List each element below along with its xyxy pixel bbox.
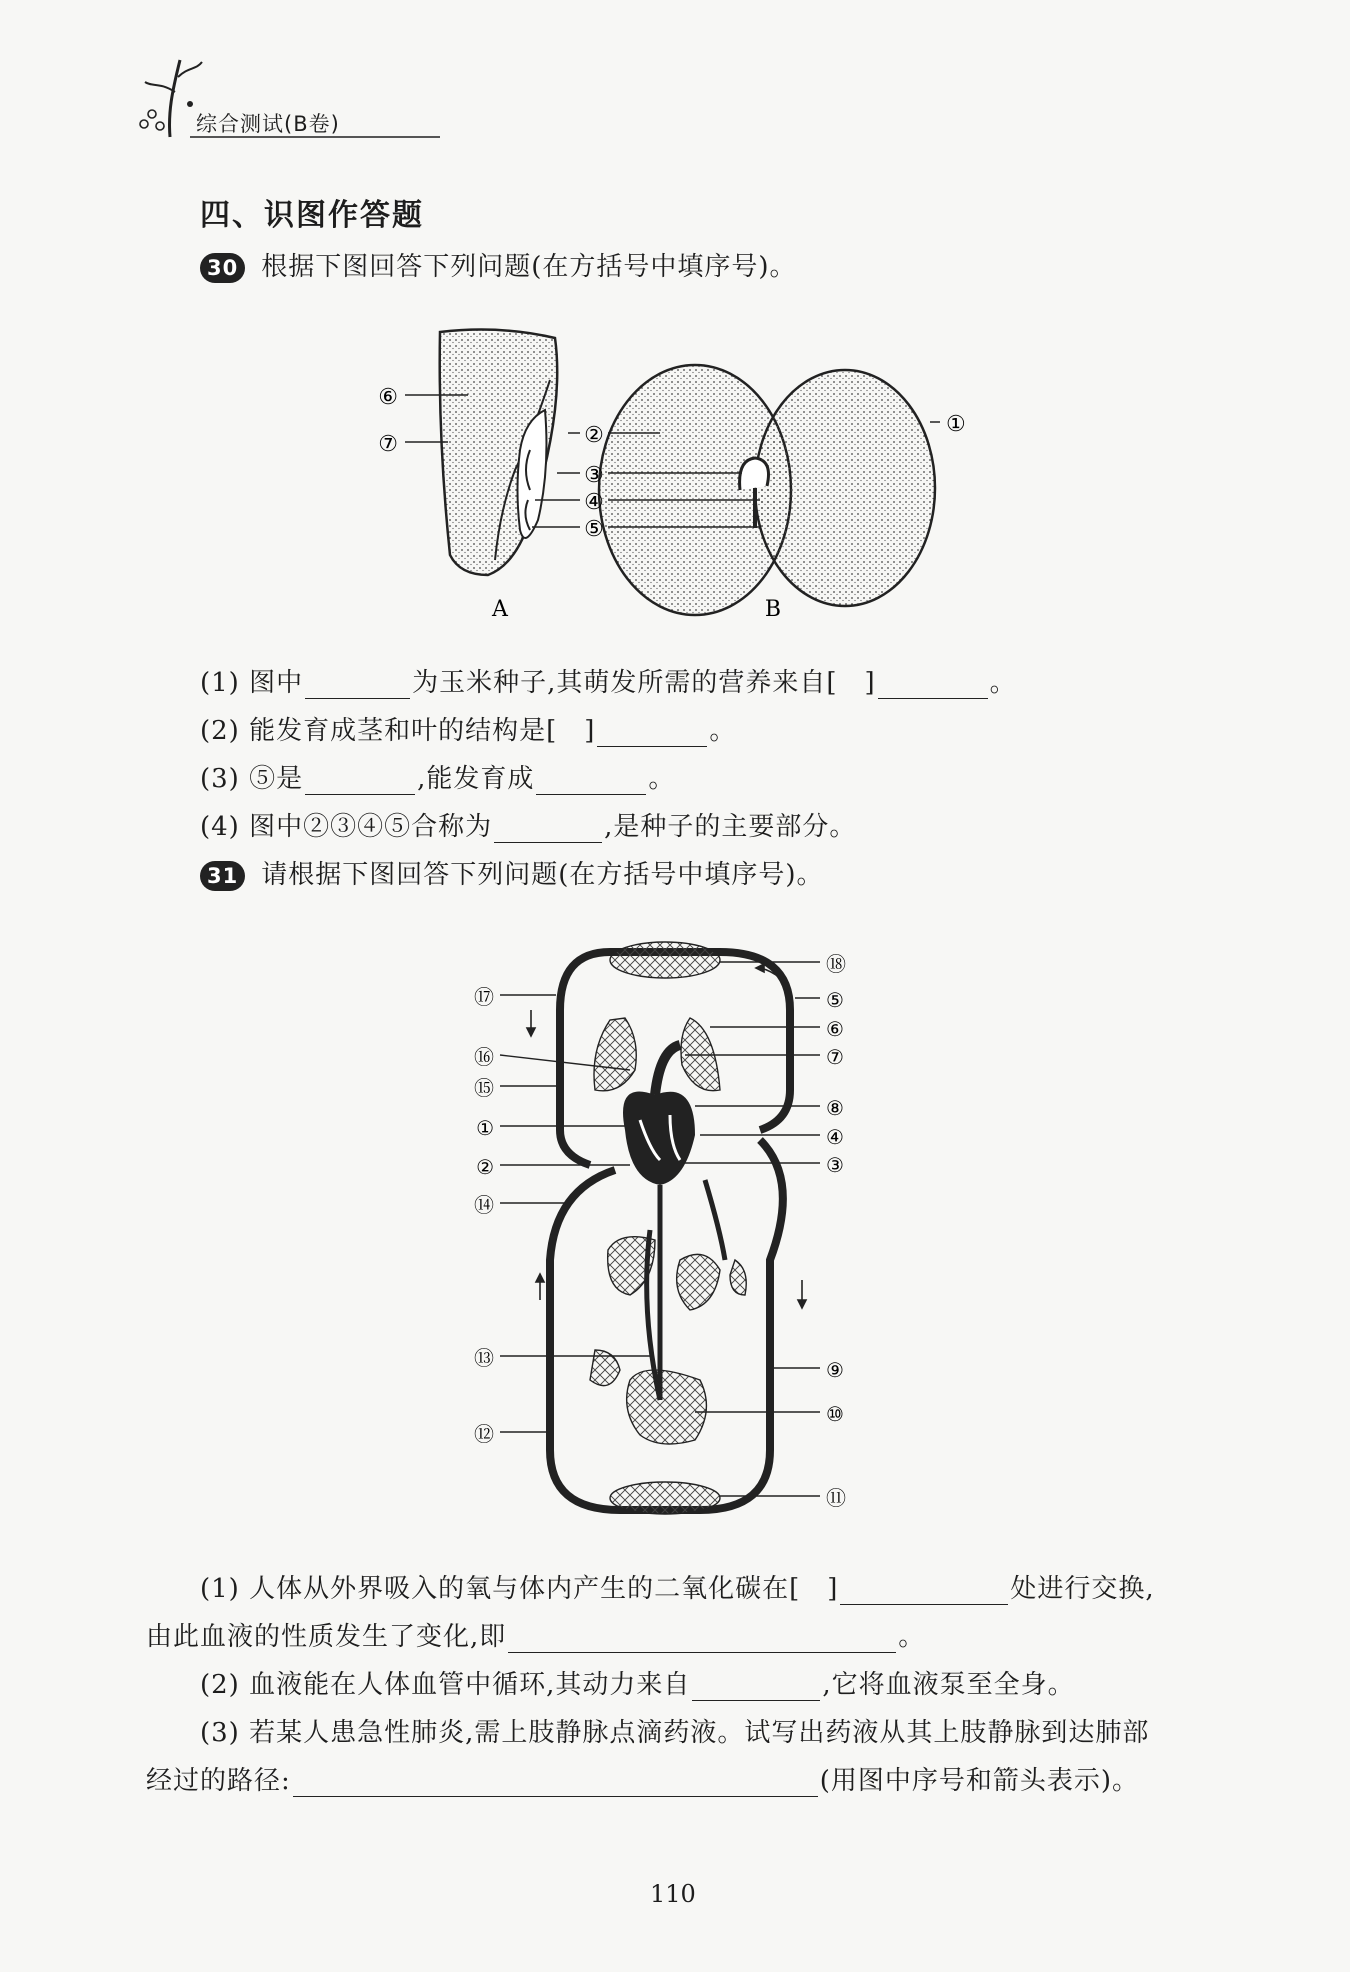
q30-item-3: (3) ⑤是 ,能发育成 。: [200, 764, 676, 794]
circ-label-4: ④: [826, 1125, 844, 1149]
circ-label-10: ⑩: [826, 1402, 844, 1426]
circulation-diagram: [470, 930, 880, 1530]
circ-label-9: ⑨: [826, 1358, 844, 1382]
circ-label-14: ⑭: [474, 1193, 494, 1217]
circ-label-3: ③: [826, 1153, 844, 1177]
page-number: 110: [650, 1880, 696, 1908]
seed-label-7: ⑦: [378, 432, 398, 457]
seed-label-6: ⑥: [378, 385, 398, 410]
answer-blank[interactable]: [494, 816, 602, 843]
q30-item-4: (4) 图中②③④⑤合称为 ,是种子的主要部分。: [200, 812, 857, 842]
circ-label-17: ⑰: [474, 985, 494, 1009]
answer-blank[interactable]: [508, 1626, 896, 1653]
circ-label-13: ⑬: [474, 1346, 494, 1370]
question-31-text: 请根据下图回答下列问题(在方括号中填序号)。: [261, 860, 824, 890]
circ-label-12: ⑫: [474, 1422, 494, 1446]
q30-item-1: (1) 图中 为玉米种子,其萌发所需的营养来自[ ] 。: [200, 668, 1017, 698]
header-divider: [190, 136, 440, 138]
seed-label-1: ①: [946, 412, 966, 437]
answer-blank[interactable]: [536, 768, 646, 795]
seed-label-5: ⑤: [584, 517, 604, 542]
circ-label-16: ⑯: [474, 1045, 494, 1069]
q30-item-2: (2) 能发育成茎和叶的结构是[ ] 。: [200, 716, 737, 746]
circ-label-6: ⑥: [826, 1017, 844, 1041]
q31-item-2: (2) 血液能在人体血管中循环,其动力来自 ,它将血液泵至全身。: [200, 1670, 1075, 1700]
section-title: 四、识图作答题: [200, 198, 424, 233]
question-30-prompt: [200, 246, 797, 283]
answer-blank[interactable]: [692, 1674, 820, 1701]
circ-label-7: ⑦: [826, 1045, 844, 1069]
seed-caption-b: B: [764, 597, 782, 622]
seed-label-2: ②: [584, 423, 604, 448]
circ-label-11: ⑪: [826, 1486, 846, 1510]
q31-item-3-line1: (3) 若某人患急性肺炎,需上肢静脉点滴药液。试写出药液从其上肢静脉到达肺部: [200, 1718, 1150, 1748]
seed-label-3: ③: [584, 463, 604, 488]
seed-caption-a: A: [492, 597, 508, 622]
seed-diagram: [370, 320, 970, 630]
question-30-text: 根据下图回答下列问题(在方括号中填序号)。: [261, 252, 797, 282]
circ-label-18: ⑱: [826, 952, 846, 976]
answer-blank[interactable]: [305, 672, 410, 699]
answer-blank[interactable]: [293, 1770, 818, 1797]
answer-blank[interactable]: [878, 672, 988, 699]
circ-label-1: ①: [476, 1116, 494, 1140]
circ-label-2: ②: [476, 1155, 494, 1179]
bean-seed-b: [599, 365, 935, 615]
q31-item-1-line1: (1) 人体从外界吸入的氧与体内产生的二氧化碳在[ ] 处进行交换,: [200, 1574, 1155, 1604]
q31-item-1-line2: 由此血液的性质发生了变化,即 。: [146, 1622, 926, 1652]
question-30-number: 30: [200, 253, 245, 283]
answer-blank[interactable]: [840, 1578, 1008, 1605]
answer-blank[interactable]: [597, 720, 707, 747]
corn-seed-a: [440, 330, 558, 575]
circ-label-5: ⑤: [826, 988, 844, 1012]
answer-blank[interactable]: [305, 768, 415, 795]
q31-item-3-line2: 经过的路径: (用图中序号和箭头表示)。: [146, 1766, 1140, 1796]
circ-label-15: ⑮: [474, 1076, 494, 1100]
question-31-prompt: [200, 854, 824, 891]
question-31-number: 31: [200, 861, 245, 891]
header-title: 综合测试(B卷): [196, 112, 340, 136]
circ-label-8: ⑧: [826, 1096, 844, 1120]
seed-label-4: ④: [584, 490, 604, 515]
